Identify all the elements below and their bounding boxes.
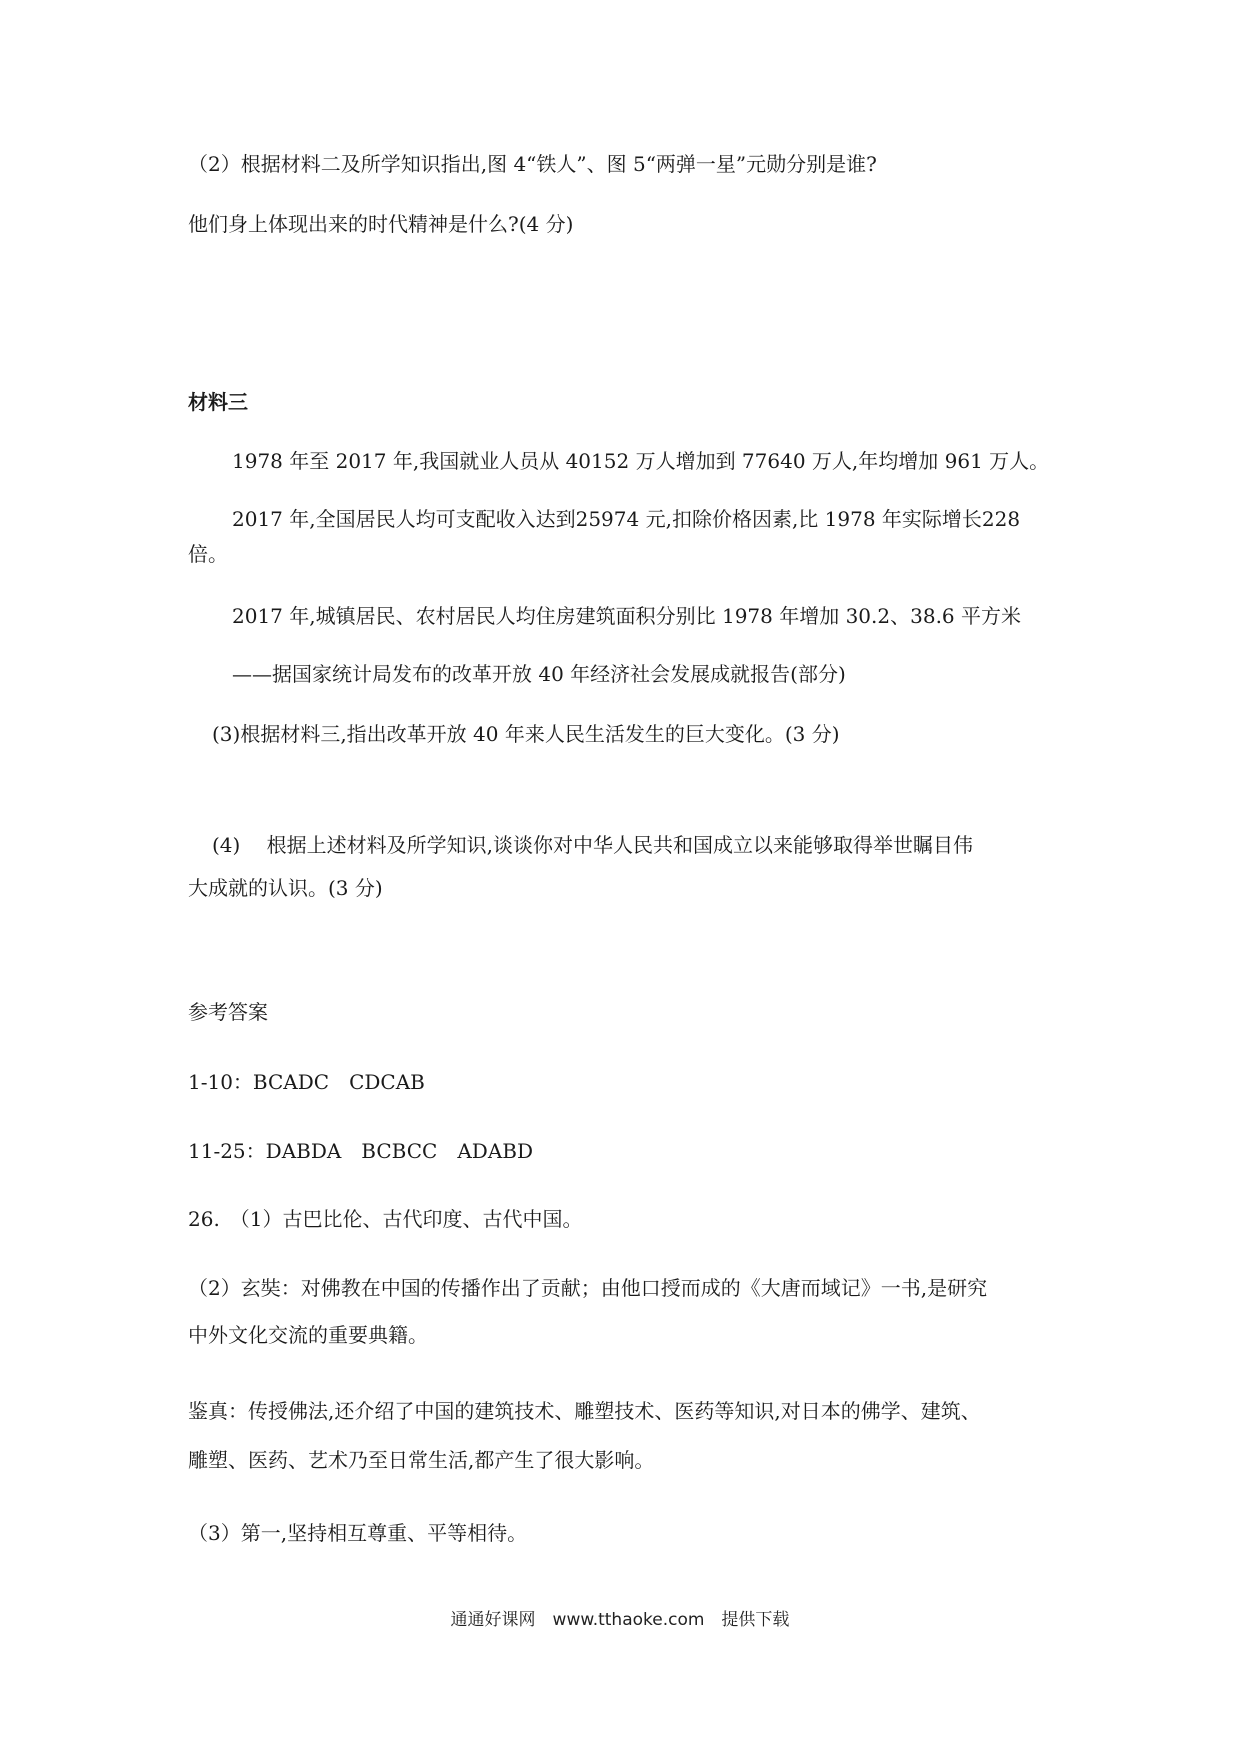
material-3-source: ——据国家统计局发布的改革开放 40 年经济社会发展成就报告(部分) xyxy=(232,662,846,686)
material-3-paragraph-2-line-1: 2017 年,全国居民人均可支配收入达到25974 元,扣除价格因素,比 1978 年实际增长228 xyxy=(232,507,1021,531)
material-3-paragraph-3: 2017 年,城镇居民、农村居民人均住房建筑面积分别比 1978 年增加 30.2、38.6 平方米 xyxy=(232,604,1022,628)
question-2-line-1: （2）根据材料二及所学知识指出,图 4“铁人”、图 5“两弹一星”元勋分别是谁? xyxy=(188,152,877,176)
material-3-paragraph-2-line-2: 倍。 xyxy=(188,542,228,566)
question-4-line-2: 大成就的认识。(3 分) xyxy=(188,876,383,900)
answers-1-10: 1-10：BCADC CDCAB xyxy=(188,1070,425,1094)
footer-watermark: 通通好课网 www.tthaoke.com 提供下载 xyxy=(450,1610,790,1630)
question-4-line-1: (4) 根据上述材料及所学知识,谈谈你对中华人民共和国成立以来能够取得举世瞩目伟 xyxy=(212,833,974,857)
answer-26-part-2-line-1: （2）玄奘：对佛教在中国的传播作出了贡献；由他口授而成的《大唐而域记》一书,是研究 xyxy=(188,1276,988,1300)
material-3-paragraph-1: 1978 年至 2017 年,我国就业人员从 40152 万人增加到 77640 万人,年均增加 961 万人。 xyxy=(232,449,1050,473)
answer-26-part-2-line-2: 中外文化交流的重要典籍。 xyxy=(188,1323,428,1347)
answers-11-25: 11-25：DABDA BCBCC ADABD xyxy=(188,1139,534,1163)
answer-26-part-3: （3）第一,坚持相互尊重、平等相待。 xyxy=(188,1521,528,1545)
answer-jianzhen-line-1: 鉴真：传授佛法,还介绍了中国的建筑技术、雕塑技术、医药等知识,对日本的佛学、建筑、 xyxy=(188,1399,981,1423)
question-3: (3)根据材料三,指出改革开放 40 年来人民生活发生的巨大变化。(3 分) xyxy=(212,722,840,746)
material-3-heading: 材料三 xyxy=(188,390,248,414)
answer-26-part-1: 26. （1）古巴比伦、古代印度、古代中国。 xyxy=(188,1207,583,1231)
question-2-line-2: 他们身上体现出来的时代精神是什么?(4 分) xyxy=(188,212,574,236)
answer-jianzhen-line-2: 雕塑、医药、艺术乃至日常生活,都产生了很大影响。 xyxy=(188,1448,655,1472)
answers-heading: 参考答案 xyxy=(188,1000,268,1024)
